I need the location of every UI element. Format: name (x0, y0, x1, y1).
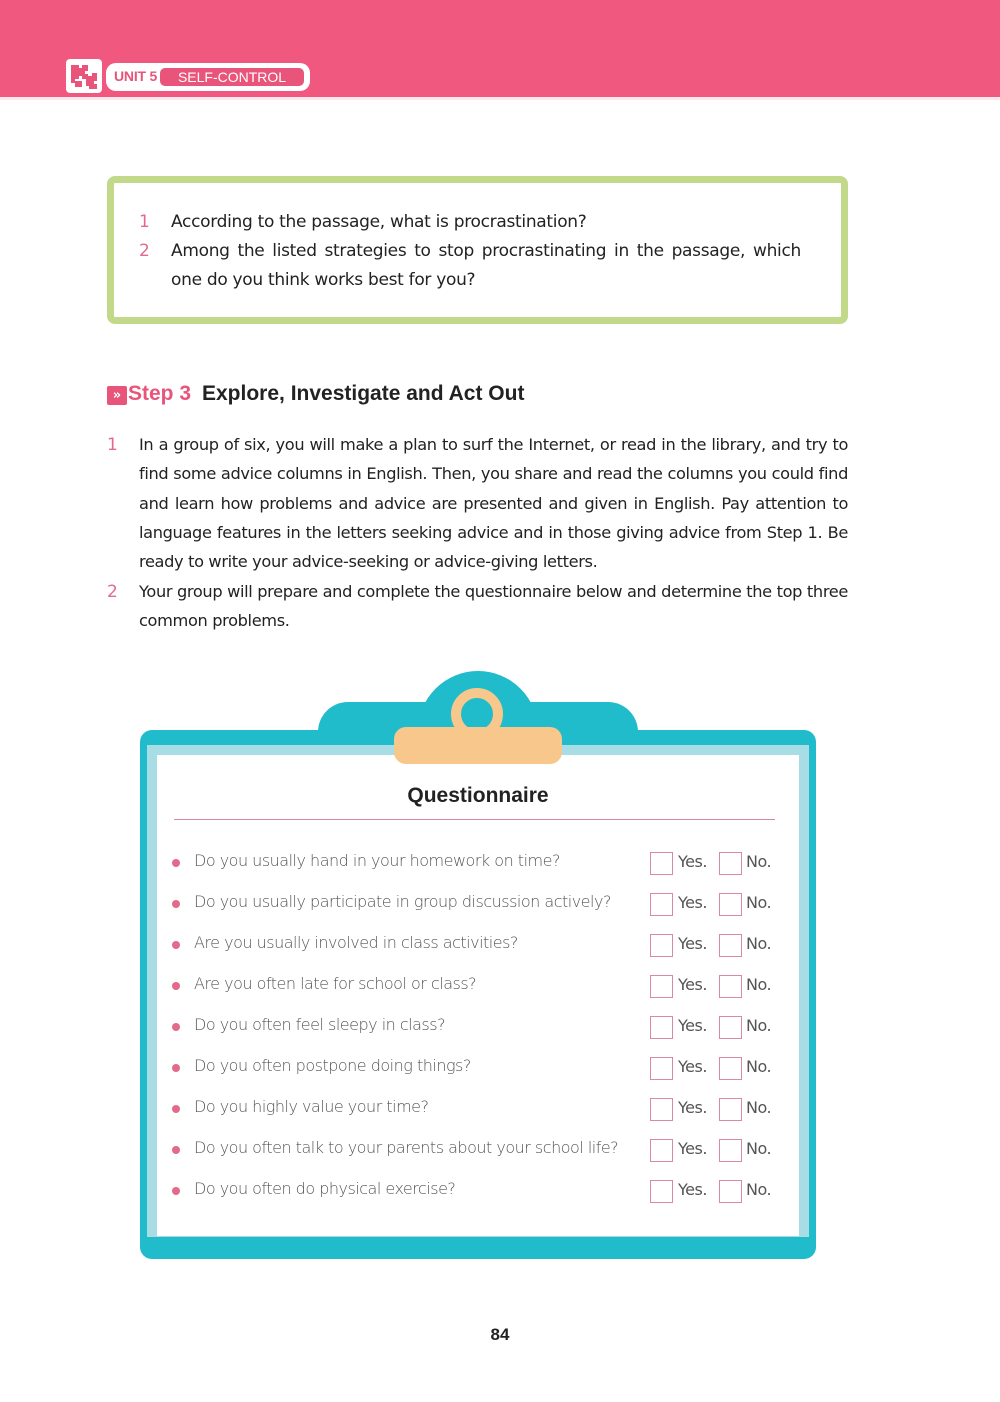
yes-label: Yes. (678, 1098, 707, 1117)
no-label: No. (746, 934, 772, 953)
instruction-line: ready to write your advice-seeking or advice-giving letters. (139, 552, 598, 571)
question-text: Are you usually involved in class activities? (194, 933, 518, 952)
yes-checkbox[interactable] (650, 1016, 673, 1039)
question-text: Do you usually hand in your homework on time? (194, 851, 560, 870)
puzzle-icon (66, 59, 102, 93)
no-checkbox[interactable] (719, 893, 742, 916)
review-question-text: one do you think works best for you? (171, 270, 476, 290)
instruction-number: 2 (107, 582, 118, 602)
yes-checkbox[interactable] (650, 893, 673, 916)
no-label: No. (746, 1016, 772, 1035)
yes-label: Yes. (678, 893, 707, 912)
bullet-icon (172, 941, 180, 949)
question-text: Do you highly value your time? (194, 1097, 429, 1116)
bullet-icon (172, 982, 180, 990)
title-divider (174, 819, 775, 820)
questionnaire-title: Questionnaire (407, 784, 549, 807)
question-text: Do you often talk to your parents about your school life? (194, 1138, 619, 1157)
no-checkbox[interactable] (719, 934, 742, 957)
questionnaire-row (170, 1176, 790, 1206)
no-checkbox[interactable] (719, 1016, 742, 1039)
instruction-line: In a group of six, you will make a plan to surf the Internet, or read in the library, and try to (139, 435, 848, 454)
no-checkbox[interactable] (719, 852, 742, 875)
yes-checkbox[interactable] (650, 934, 673, 957)
questionnaire-row (170, 848, 790, 878)
bullet-icon (172, 900, 180, 908)
bullet-icon (172, 1187, 180, 1195)
question-text: Are you often late for school or class? (194, 974, 477, 993)
questionnaire-row (170, 1012, 790, 1042)
question-text: Do you often do physical exercise? (194, 1179, 456, 1198)
bullet-icon (172, 1105, 180, 1113)
yes-label: Yes. (678, 1016, 707, 1035)
no-label: No. (746, 852, 772, 871)
no-label: No. (746, 1098, 772, 1117)
step-title: Explore, Investigate and Act Out (202, 382, 525, 405)
clip-bar (394, 727, 562, 764)
instruction-line: and learn how problems and advice are presented and given in English. Pay attention to (139, 494, 848, 513)
yes-checkbox[interactable] (650, 852, 673, 875)
review-question-text: Among the listed strategies to stop procrastinating in the passage, which (171, 241, 801, 261)
no-label: No. (746, 893, 772, 912)
yes-label: Yes. (678, 1139, 707, 1158)
unit-name: SELF-CONTROL (160, 68, 304, 86)
questionnaire-row (170, 1053, 790, 1083)
instruction-line: common problems. (139, 611, 290, 630)
questionnaire-row (170, 889, 790, 919)
questionnaire-row (170, 1135, 790, 1165)
instruction-number: 1 (107, 435, 118, 455)
question-text: Do you usually participate in group discussion actively? (194, 892, 611, 911)
bullet-icon (172, 1146, 180, 1154)
instruction-line: Your group will prepare and complete the questionnaire below and determine the top three (139, 582, 848, 601)
yes-label: Yes. (678, 1057, 707, 1076)
yes-label: Yes. (678, 852, 707, 871)
yes-label: Yes. (678, 1180, 707, 1199)
questionnaire-row (170, 1094, 790, 1124)
question-text: Do you often postpone doing things? (194, 1056, 471, 1075)
double-chevron-icon: » (107, 386, 127, 405)
questionnaire-row (170, 930, 790, 960)
no-checkbox[interactable] (719, 1180, 742, 1203)
no-checkbox[interactable] (719, 975, 742, 998)
no-label: No. (746, 1057, 772, 1076)
no-checkbox[interactable] (719, 1057, 742, 1080)
review-question-number: 2 (139, 241, 150, 261)
review-question-number: 1 (139, 212, 150, 232)
yes-checkbox[interactable] (650, 1139, 673, 1162)
review-question-text: According to the passage, what is procrastination? (171, 212, 587, 232)
unit-label: UNIT 5 (114, 68, 158, 84)
page-number: 84 (490, 1325, 510, 1344)
yes-checkbox[interactable] (650, 1098, 673, 1121)
instruction-line: language features in the letters seeking advice and in those giving advice from Step 1. Be (139, 523, 848, 542)
instruction-line: find some advice columns in English. Then, you share and read the columns you could find (139, 464, 848, 483)
bullet-icon (172, 1064, 180, 1072)
yes-checkbox[interactable] (650, 975, 673, 998)
header-divider (0, 97, 1000, 100)
no-label: No. (746, 975, 772, 994)
step-label: Step 3 (128, 382, 192, 405)
bullet-icon (172, 859, 180, 867)
no-checkbox[interactable] (719, 1098, 742, 1121)
yes-label: Yes. (678, 975, 707, 994)
questionnaire-row (170, 971, 790, 1001)
yes-label: Yes. (678, 934, 707, 953)
bullet-icon (172, 1023, 180, 1031)
unit-badge (106, 63, 310, 91)
yes-checkbox[interactable] (650, 1057, 673, 1080)
no-label: No. (746, 1180, 772, 1199)
no-checkbox[interactable] (719, 1139, 742, 1162)
no-label: No. (746, 1139, 772, 1158)
question-text: Do you often feel sleepy in class? (194, 1015, 446, 1034)
yes-checkbox[interactable] (650, 1180, 673, 1203)
